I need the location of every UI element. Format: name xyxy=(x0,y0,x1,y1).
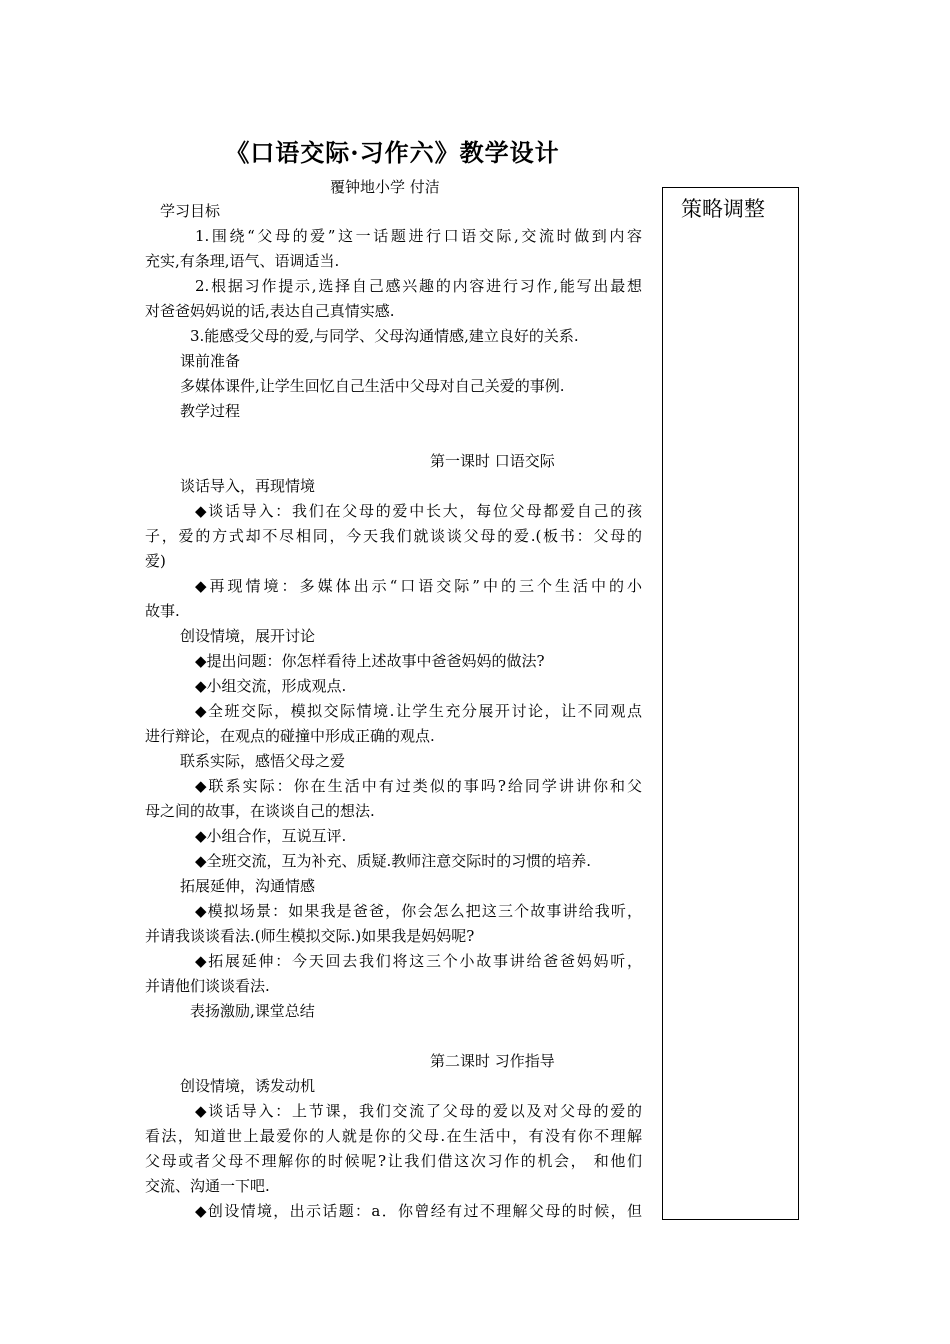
paragraph-line: ◆全班交流，互为补充、质疑.教师注意交际时的习惯的培养. xyxy=(195,852,592,870)
paragraph-line: ◆再现情境：多媒体出示“口语交际”中的三个生活中的小 xyxy=(195,577,642,595)
paragraph-line: ◆拓展延伸：今天回去我们将这三个小故事讲给爸爸妈妈听， xyxy=(195,952,642,970)
section-heading-lesson-1: 第一课时 口语交际 xyxy=(430,452,555,470)
paragraph-line: 交流、沟通一下吧. xyxy=(145,1177,270,1195)
heading-preparation: 课前准备 xyxy=(180,352,241,370)
subheading: 谈话导入，再现情境 xyxy=(180,477,316,495)
paragraph-line: ◆模拟场景：如果我是爸爸，你会怎么把这三个故事讲给我听， xyxy=(195,902,642,920)
paragraph-line: 对爸爸妈妈说的话,表达自己真情实感. xyxy=(145,302,395,320)
paragraph-line: 子，爱的方式却不尽相同，今天我们就谈谈父母的爱.(板书：父母的 xyxy=(145,527,642,545)
paragraph-line: 爱) xyxy=(145,552,166,570)
paragraph-line: ◆小组交流，形成观点. xyxy=(195,677,347,695)
paragraph-line: 并请他们谈谈看法. xyxy=(145,977,270,995)
heading-teaching-process: 教学过程 xyxy=(180,402,241,420)
section-heading-lesson-2: 第二课时 习作指导 xyxy=(430,1052,555,1070)
author-line: 覆钟地小学 付洁 xyxy=(330,178,440,196)
paragraph-line: 3.能感受父母的爱,与同学、父母沟通情感,建立良好的关系. xyxy=(190,327,579,345)
paragraph-line: 并请我谈谈看法.(师生模拟交际.)如果我是妈妈呢? xyxy=(145,927,475,945)
paragraph-line: 2.根据习作提示,选择自己感兴趣的内容进行习作,能写出最想 xyxy=(195,277,642,295)
paragraph-line: ◆谈话导入：我们在父母的爱中长大，每位父母都爱自己的孩 xyxy=(195,502,642,520)
lesson-plan-body xyxy=(145,199,642,1224)
paragraph-line: ◆谈话导入：上节课，我们交流了父母的爱以及对父母的爱的 xyxy=(195,1102,642,1120)
subheading: 表扬激励,课堂总结 xyxy=(190,1002,315,1020)
strategy-adjustment-box xyxy=(662,187,799,1220)
strategy-adjustment-title: 策略调整 xyxy=(681,197,765,221)
paragraph-line: 看法，知道世上最爱你的人就是你的父母.在生活中，有没有你不理解 xyxy=(145,1127,642,1145)
page-title: 《口语交际·习作六》教学设计 xyxy=(225,138,560,167)
paragraph-line: ◆创设情境，出示话题：a．你曾经有过不理解父母的时候，但 xyxy=(195,1202,642,1220)
paragraph-line: 充实,有条理,语气、语调适当. xyxy=(145,252,340,270)
heading-learning-goals: 学习目标 xyxy=(160,202,221,220)
paragraph-line: ◆小组合作，互说互评. xyxy=(195,827,347,845)
paragraph-line: 1.围绕“父母的爱”这一话题进行口语交际,交流时做到内容 xyxy=(195,227,642,245)
paragraph-line: 父母或者父母不理解你的时候呢?让我们借这次习作的机会， 和他们 xyxy=(145,1152,642,1170)
paragraph-line: 母之间的故事，在谈谈自己的想法. xyxy=(145,802,375,820)
paragraph-line: 进行辩论，在观点的碰撞中形成正确的观点. xyxy=(145,727,435,745)
subheading: 拓展延伸，沟通情感 xyxy=(180,877,316,895)
paragraph-line: 故事. xyxy=(145,602,180,620)
subheading: 创设情境，展开讨论 xyxy=(180,627,316,645)
paragraph-line: ◆全班交际，模拟交际情境.让学生充分展开讨论，让不同观点 xyxy=(195,702,642,720)
paragraph-line: ◆提出问题：你怎样看待上述故事中爸爸妈妈的做法? xyxy=(195,652,545,670)
paragraph-line: 多媒体课件,让学生回忆自己生活中父母对自己关爱的事例. xyxy=(180,377,565,395)
paragraph-line: ◆联系实际：你在生活中有过类似的事吗?给同学讲讲你和父 xyxy=(195,777,642,795)
subheading: 创设情境，诱发动机 xyxy=(180,1077,316,1095)
subheading: 联系实际，感悟父母之爱 xyxy=(180,752,346,770)
